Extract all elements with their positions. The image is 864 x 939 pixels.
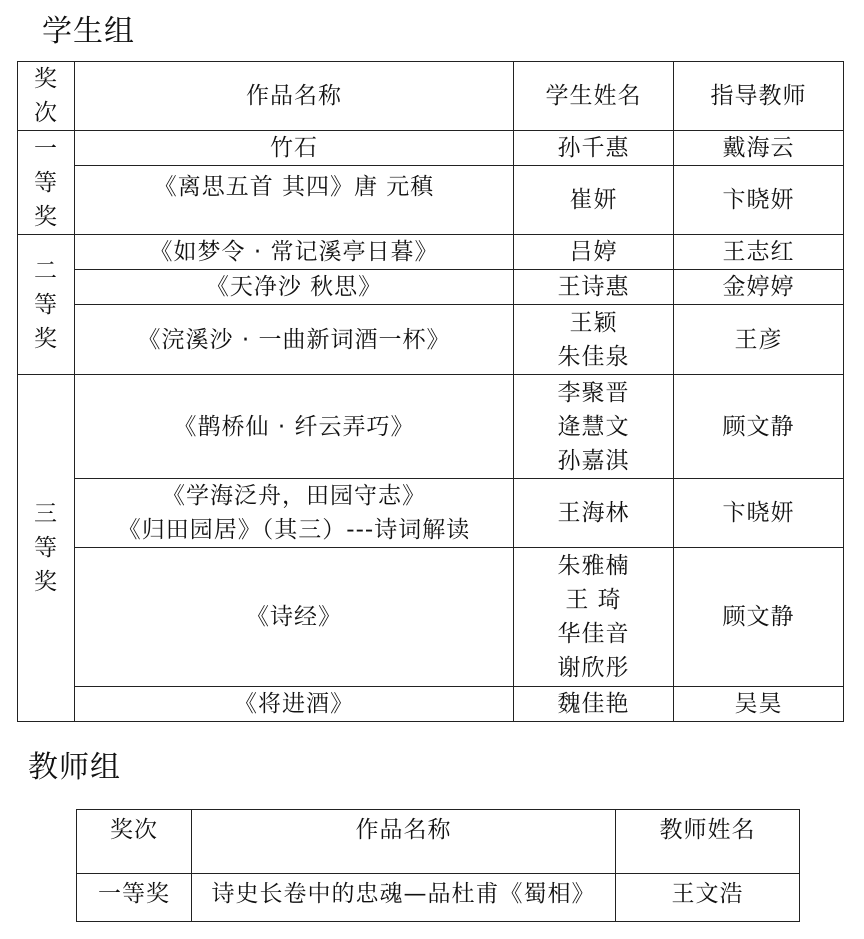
student-name: 魏佳艳 xyxy=(514,687,674,722)
rank-char: 奖 xyxy=(34,325,58,352)
table-row xyxy=(77,874,800,922)
work-title: 竹石 xyxy=(75,131,514,166)
table-header-row xyxy=(18,62,844,131)
header-award: 奖次 xyxy=(77,810,192,874)
work-title xyxy=(75,479,514,548)
table-row xyxy=(18,479,844,548)
header-work: 作品名称 xyxy=(75,62,514,131)
teacher-name: 卞晓妍 xyxy=(674,166,844,235)
student-name: 朱佳泉 xyxy=(557,343,630,370)
table-row xyxy=(18,375,844,479)
teacher-name: 顾文静 xyxy=(674,375,844,479)
teacher-name: 吴昊 xyxy=(674,687,844,722)
award-rank-first xyxy=(18,131,75,235)
student-names xyxy=(514,305,674,375)
header-award xyxy=(18,62,75,131)
rank-char: 等 xyxy=(34,535,58,561)
student-name: 王海林 xyxy=(514,479,674,548)
teacher-name: 戴海云 xyxy=(674,131,844,166)
student-names xyxy=(514,548,674,687)
work-title: 《离思五首 其四》唐 元稹 xyxy=(75,166,514,235)
teacher-name: 卞晓妍 xyxy=(674,479,844,548)
table-row xyxy=(18,305,844,375)
student-name: 王 琦 xyxy=(565,587,622,613)
table-row xyxy=(18,235,844,270)
rank-char: 等 xyxy=(34,169,58,196)
rank-char: 三 xyxy=(34,501,58,527)
award-rank-second xyxy=(18,235,75,375)
work-title: 《鹊桥仙 · 纤云弄巧》 xyxy=(75,375,514,479)
work-title-line: 《学海泛舟，田园守志》 xyxy=(162,483,426,509)
student-name: 朱雅楠 xyxy=(557,553,630,579)
work-title: 《天净沙 秋思》 xyxy=(75,270,514,305)
header-work: 作品名称 xyxy=(192,810,616,874)
header-award-char: 奖 xyxy=(34,66,58,92)
teacher-group-title: 教师组 xyxy=(28,750,121,785)
work-title: 《诗经》 xyxy=(75,548,514,687)
student-name: 王颖 xyxy=(569,309,618,336)
student-group-title: 学生组 xyxy=(42,14,135,49)
student-name: 吕婷 xyxy=(514,235,674,270)
table-header-row xyxy=(77,810,800,874)
rank-char: 奖 xyxy=(34,203,58,230)
teacher-name: 顾文静 xyxy=(674,548,844,687)
student-name: 崔妍 xyxy=(514,166,674,235)
work-title: 《如梦令 · 常记溪亭日暮》 xyxy=(75,235,514,270)
table-row xyxy=(18,166,844,235)
student-names xyxy=(514,375,674,479)
rank-char: 等 xyxy=(34,291,58,318)
work-title: 诗史长卷中的忠魂—品杜甫《蜀相》 xyxy=(192,874,616,922)
award-rank-third xyxy=(18,375,75,722)
award-rank: 一等奖 xyxy=(77,874,192,922)
header-teacher: 指导教师 xyxy=(674,62,844,131)
table-row xyxy=(18,548,844,687)
teacher-name: 金婷婷 xyxy=(674,270,844,305)
teacher-name: 王彦 xyxy=(674,305,844,375)
rank-char: 一 xyxy=(34,135,58,162)
student-name: 孙千惠 xyxy=(514,131,674,166)
teacher-awards-table xyxy=(76,809,800,922)
student-name: 王诗惠 xyxy=(514,270,674,305)
work-title-line: 《归田园居》（其三）---诗词解读 xyxy=(117,517,471,543)
work-title: 《浣溪沙 · 一曲新词酒一杯》 xyxy=(75,305,514,375)
student-awards-table xyxy=(17,61,844,722)
rank-char: 二 xyxy=(34,257,58,284)
header-student: 学生姓名 xyxy=(514,62,674,131)
student-name: 华佳音 xyxy=(557,621,630,647)
student-name: 逄慧文 xyxy=(557,413,630,440)
work-title: 《将进酒》 xyxy=(75,687,514,722)
header-award-char: 次 xyxy=(34,100,58,126)
student-name: 谢欣彤 xyxy=(557,655,630,681)
student-name: 孙嘉淇 xyxy=(557,447,630,474)
teacher-name: 王志红 xyxy=(674,235,844,270)
table-row xyxy=(18,687,844,722)
student-name: 李聚晋 xyxy=(557,379,630,406)
teacher-name: 王文浩 xyxy=(616,874,800,922)
header-teacher: 教师姓名 xyxy=(616,810,800,874)
rank-char: 奖 xyxy=(34,569,58,595)
table-row xyxy=(18,270,844,305)
table-row xyxy=(18,131,844,166)
